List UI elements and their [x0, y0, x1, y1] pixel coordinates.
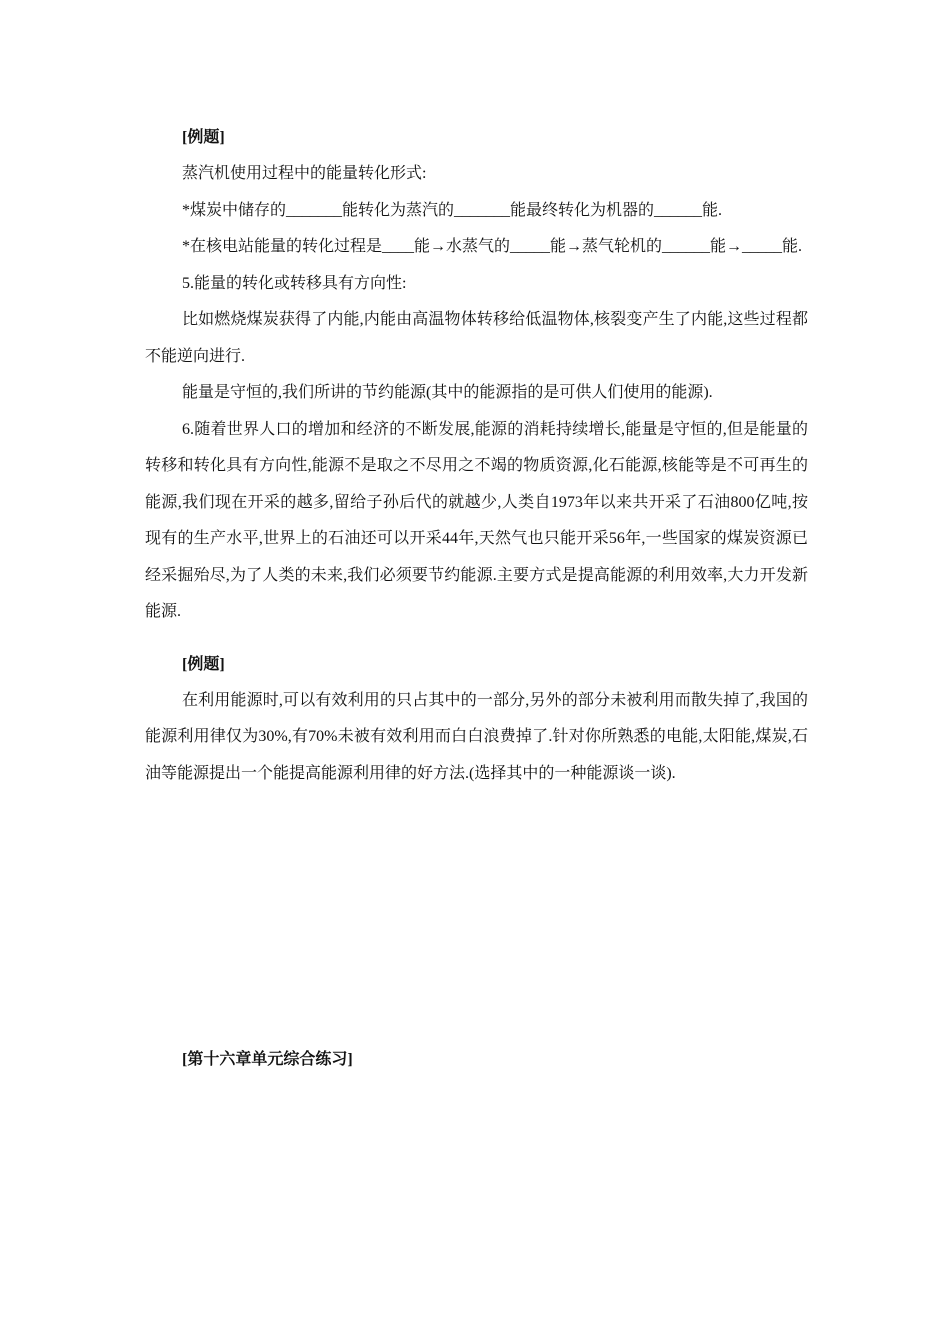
- section-spacer-large: [145, 792, 808, 1042]
- steam-engine-intro: 蒸汽机使用过程中的能量转化形式:: [182, 165, 427, 182]
- example-heading-2: [例题]: [182, 655, 225, 673]
- conservation-note: 能量是守恒的,我们所讲的节约能源(其中的能源指的是可供人们使用的能源).: [182, 384, 713, 401]
- point-6-body: 6.随着世界人口的增加和经济的不断发展,能源的消耗持续增长,能量是守恒的,但是能量的转移和转化具有方向性,能源不是取之不尽用之不竭的物质资源,化石能源,核能等是不可再生的能源,我们现在开采的越多,留给子孙后代的就越少,人类自1973年以来共开采了石油800亿吨,按现有的生产水平,世界上的石油还可以开采44年,天然气也只能开采56年,一些国家的煤炭资源已经采掘殆尽,为了人类的未来,我们必须要节约能源.主要方式是提高能源的利用效率,大力开发新能源.: [145, 420, 808, 620]
- point-5-title: 5.能量的转化或转移具有方向性:: [182, 274, 407, 292]
- chapter-review-heading: [第十六章单元综合练习]: [182, 1051, 353, 1068]
- section-spacer: [145, 631, 808, 647]
- point-5-body: 比如燃烧煤炭获得了内能,内能由高温物体转移给低温物体,核裂变产生了内能,这些过程都不能逆向进行.: [145, 311, 808, 365]
- document-body: [145, 120, 808, 1078]
- coal-energy-question: *煤炭中储存的_______能转化为蒸汽的_______能最终转化为机器的______能.: [182, 201, 723, 219]
- example-heading-1: [例题]: [182, 129, 225, 146]
- energy-efficiency-question: 在利用能源时,可以有效利用的只占其中的一部分,另外的部分未被利用而散失掉了,我国的能源利用律仅为30%,有70%未被有效利用而白白浪费掉了.针对你所熟悉的电能,太阳能,煤炭,石油等能源提出一个能提高能源利用律的好方法.(选择其中的一种能源谈一谈).: [145, 691, 808, 782]
- nuclear-energy-question: *在核电站能量的转化过程是____能→水蒸气的_____能→蒸气轮机的______能→_____能.: [182, 238, 803, 255]
